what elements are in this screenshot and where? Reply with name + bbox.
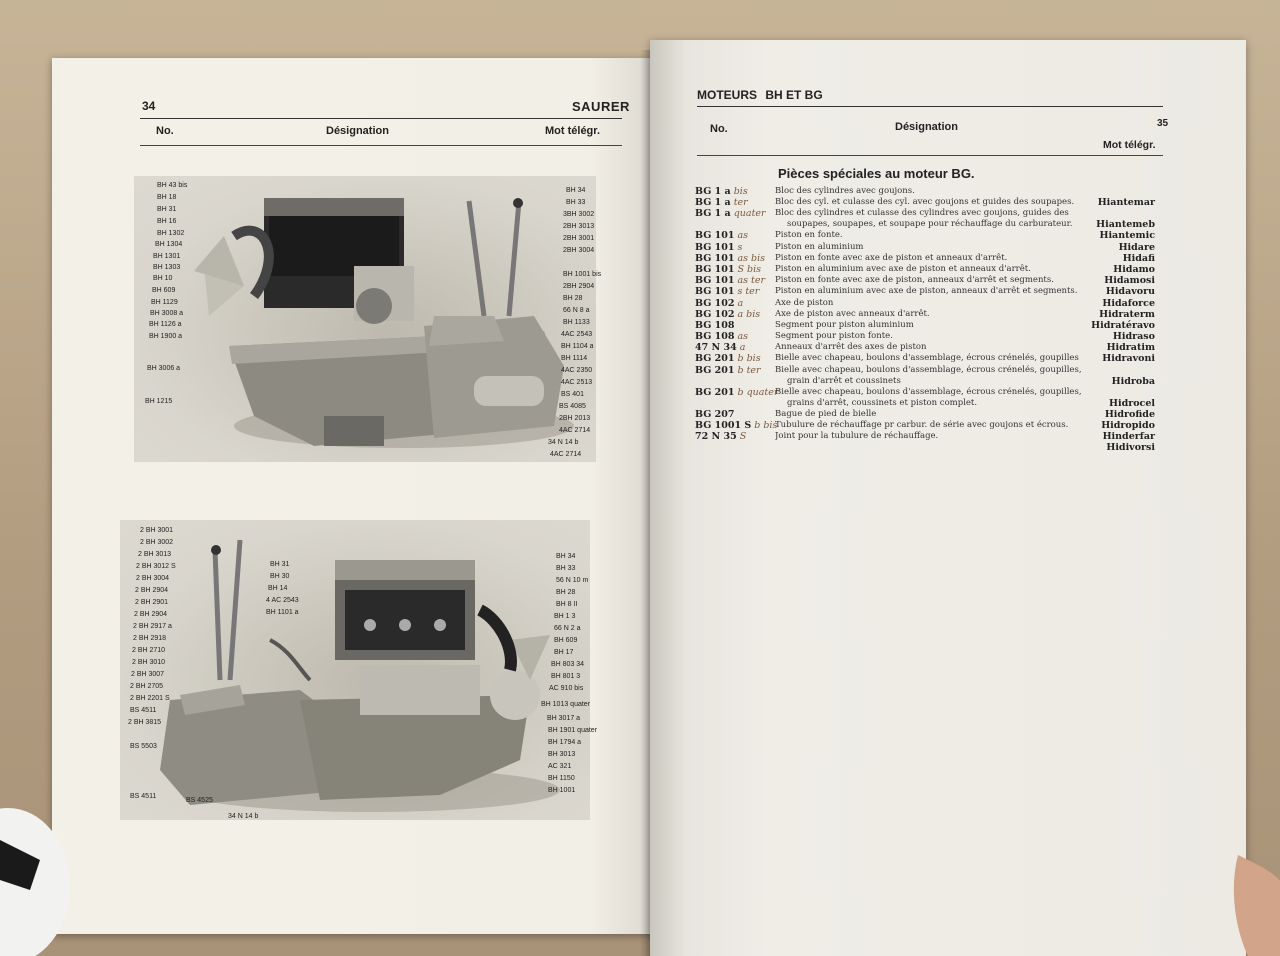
part-designation-line: soupapes, soupapes, et soupape pour réchauffage du carburateur. — [787, 219, 1073, 230]
part-row — [695, 353, 1155, 364]
callout-label: BH 3013 — [548, 751, 576, 758]
callout-label: AC 910 bis — [549, 685, 584, 692]
right-page-number: 35 — [1157, 118, 1169, 129]
callout-label: BH 1900 a — [149, 333, 183, 340]
part-number — [695, 298, 743, 309]
part-number-suffix: b bis — [754, 419, 778, 431]
right-header-rule — [697, 106, 1163, 107]
callout-label: BH 34 — [566, 187, 586, 194]
callout-label: BH 16 — [157, 218, 177, 225]
hand-thumb — [1228, 855, 1280, 956]
part-designation — [775, 320, 1105, 331]
part-number-main: 47 N 34 — [695, 342, 737, 354]
callout-label: 2 BH 3007 — [131, 671, 165, 678]
callout-label: BH 1215 — [145, 398, 173, 405]
callout-label: BS 4511 — [130, 707, 157, 714]
callout-label: 4AC 2513 — [561, 379, 593, 386]
part-number-suffix: b ter — [737, 364, 761, 376]
callout-label: 3BH 3002 — [563, 211, 595, 218]
part-designation-line: grains d'arrêt, coussinets et piston complet. — [787, 397, 978, 408]
part-number — [695, 353, 761, 364]
part-telegraph-word: Hidropido — [1101, 419, 1155, 431]
part-number-main: BG 108 — [695, 319, 735, 331]
part-designation — [775, 342, 1105, 353]
callout-label: 2 BH 2904 — [134, 611, 168, 618]
callout-label: BH 1114 — [561, 355, 588, 362]
part-designation-line: Bielle avec chapeau, boulons d'assemblage, écrous crénelés, goupilles, — [775, 364, 1082, 375]
part-number-main: BG 1 a — [695, 197, 731, 209]
callout-label: BH 1302 — [157, 230, 185, 237]
part-number — [695, 186, 748, 197]
part-number-main: BG 102 — [695, 297, 735, 309]
part-designation — [775, 409, 1105, 420]
callout-label: BH 3017 a — [547, 715, 581, 722]
part-designation — [775, 298, 1105, 309]
part-number — [695, 320, 737, 331]
callout-label: AC 321 — [548, 763, 572, 770]
part-number-main: BG 201 — [695, 364, 735, 376]
right-col-designation: Désignation — [895, 121, 958, 133]
callout-label: 2 BH 2904 — [135, 587, 169, 594]
part-designation — [775, 275, 1105, 286]
part-number-suffix: s ter — [737, 286, 760, 298]
section-title: Pièces spéciales au moteur BG. — [778, 166, 975, 181]
callout-label: BS 4525 — [186, 797, 213, 804]
right-col-rule — [697, 155, 1163, 156]
callout-label: 2 BH 2901 — [135, 599, 169, 606]
callout-label: BH 1901 quater — [548, 727, 598, 734]
part-designation-line: Bloc des cylindres et culasse des cylindres avec goujons, guides des — [775, 208, 1069, 219]
part-number-main: BG 101 — [695, 286, 735, 298]
callout-label: 2 BH 3001 — [140, 527, 174, 534]
part-number — [695, 242, 742, 253]
part-designation — [775, 197, 1105, 208]
callout-label: 66 N 8 a — [563, 307, 590, 314]
part-row — [695, 309, 1155, 320]
engine-illustration-top — [134, 176, 596, 462]
part-row — [695, 186, 1155, 197]
part-number-suffix: as ter — [737, 275, 766, 287]
part-designation-line: Axe de piston — [775, 297, 834, 308]
part-number-suffix: b quater — [737, 386, 779, 398]
right-col-no: No. — [710, 123, 728, 135]
part-designation — [775, 309, 1105, 320]
part-telegraph-word: Hidroba — [1111, 375, 1155, 387]
callout-label: BH 10 — [153, 275, 173, 282]
callout-label: BS 4085 — [559, 403, 586, 410]
part-telegraph-word: Hidraso — [1112, 331, 1155, 343]
callout-label: 4AC 2350 — [561, 367, 593, 374]
callout-label: BH 3006 a — [147, 365, 181, 372]
callout-label: 2BH 2013 — [559, 415, 591, 422]
part-telegraph-word: Hidare — [1118, 241, 1155, 253]
part-row — [695, 331, 1155, 342]
callout-label: 2 BH 2201 S — [130, 695, 170, 702]
part-number — [695, 197, 748, 208]
part-designation-line: Anneaux d'arrêt des axes de piston — [775, 342, 927, 353]
part-number — [695, 431, 746, 442]
callout-label: BH 801 3 — [551, 673, 581, 680]
part-telegraph-word: Hidamosi — [1104, 275, 1155, 287]
callout-label: BH 43 bis — [157, 182, 188, 189]
part-number — [695, 208, 766, 219]
part-number-suffix: ter — [733, 197, 748, 209]
part-row — [695, 387, 1155, 409]
part-designation — [775, 431, 1105, 442]
callout-label: BH 1101 a — [266, 609, 299, 616]
part-telegraph-word: Hiantemic — [1099, 230, 1155, 242]
part-designation — [775, 286, 1105, 297]
callout-label: BS 5503 — [130, 743, 157, 750]
callout-label: BS 4511 — [130, 793, 157, 800]
header-moteurs: MOTEURS — [697, 88, 757, 102]
left-page-number: 34 — [142, 99, 156, 113]
part-number — [695, 409, 737, 420]
part-telegraph-word: Hidamo — [1113, 263, 1155, 275]
part-designation-line: Piston en fonte. — [775, 230, 843, 241]
callout-label: 4AC 2543 — [561, 331, 593, 338]
part-telegraph-word: Hinderfar — [1102, 431, 1155, 442]
callout-label: 56 N 10 m — [556, 577, 589, 584]
part-designation — [775, 186, 1105, 197]
callout-label: BH 1001 — [548, 787, 576, 794]
part-row — [695, 409, 1155, 420]
part-number-suffix: b bis — [737, 353, 761, 365]
part-row — [695, 320, 1155, 331]
callout-label: BH 609 — [152, 287, 176, 294]
callout-label: 2 BH 3012 S — [136, 563, 176, 570]
callout-label: 2BH 3001 — [563, 235, 595, 242]
part-telegraph-word: Hidafi — [1122, 252, 1155, 264]
part-number-main: BG 101 — [695, 275, 735, 287]
callout-label: BH 33 — [566, 199, 586, 206]
part-number-main: BG 207 — [695, 408, 735, 420]
part-designation-line: Bloc des cylindres avec goujons. — [775, 186, 915, 196]
part-number-suffix: as — [737, 230, 749, 242]
part-number-suffix: a bis — [737, 308, 761, 320]
part-designation-line: Piston en fonte avec axe de piston, anneaux d'arrêt et segments. — [775, 275, 1054, 286]
part-number-main: 72 N 35 — [695, 431, 737, 442]
engine-photo-bottom — [120, 520, 590, 820]
part-number — [695, 275, 765, 286]
engine-illustration-bottom — [120, 520, 590, 820]
part-telegraph-word: Hidrofide — [1104, 408, 1155, 420]
part-number — [695, 286, 759, 297]
engine-photo-top — [134, 176, 596, 462]
part-row — [695, 365, 1155, 387]
part-designation-line: Piston en aluminium avec axe de piston, anneaux d'arrêt et segments. — [775, 286, 1078, 297]
callout-label: BH 1794 a — [548, 739, 582, 746]
part-number — [695, 420, 777, 431]
callout-label: BH 30 — [270, 573, 290, 580]
part-row — [695, 197, 1155, 208]
part-number-main: BG 1 a — [695, 208, 731, 220]
part-number-suffix: a — [739, 342, 746, 354]
part-telegraph-word: Hiantemar — [1097, 197, 1155, 209]
callout-label: 2 BH 3002 — [140, 539, 174, 546]
part-telegraph-word: Hidaforce — [1102, 297, 1155, 309]
left-col-mot: Mot télégr. — [545, 125, 601, 137]
part-designation — [775, 208, 1105, 230]
callout-label: BH 803 34 — [551, 661, 585, 668]
part-designation-line: Bielle avec chapeau, boulons d'assemblage, écrous crénelés, goupilles, — [775, 386, 1082, 397]
part-number-suffix: S bis — [737, 263, 761, 275]
part-row — [695, 264, 1155, 275]
callout-label: 2 BH 3004 — [136, 575, 170, 582]
part-designation-line: Joint pour la tubulure de réchauffage. — [775, 431, 939, 441]
left-col-rule — [140, 145, 622, 146]
part-number — [695, 253, 765, 264]
callout-label: BH 1301 — [153, 253, 181, 260]
callout-label: 34 N 14 b — [548, 439, 579, 446]
right-header-title — [697, 88, 823, 102]
part-designation — [775, 331, 1105, 342]
part-telegraph-word: Hidraterm — [1099, 308, 1155, 320]
left-col-designation: Désignation — [326, 125, 389, 137]
part-designation — [775, 387, 1105, 409]
callout-label: BS 401 — [561, 391, 584, 398]
part-telegraph-word: Hidratim — [1106, 342, 1155, 354]
part-row — [695, 242, 1155, 253]
part-number-main: BG 108 — [695, 331, 735, 343]
part-designation — [775, 365, 1105, 387]
callout-label: BH 609 — [554, 637, 578, 644]
part-number — [695, 230, 748, 241]
part-number-main: BG 101 — [695, 241, 735, 253]
part-designation-line: grain d'arrêt et coussinets — [787, 375, 901, 386]
callout-label: 2BH 2904 — [563, 283, 595, 290]
callout-label: BH 1 3 — [554, 613, 576, 620]
part-row — [695, 253, 1155, 264]
callout-label: 2 BH 2918 — [133, 635, 167, 642]
callout-label: BH 14 — [268, 585, 288, 592]
callout-label: BH 1133 — [563, 319, 590, 326]
part-designation — [775, 353, 1105, 364]
callout-label: 2 BH 3010 — [132, 659, 166, 666]
header-engines: BH ET BG — [765, 88, 823, 102]
part-row — [695, 342, 1155, 353]
part-number-main: BG 1001 S — [695, 419, 752, 431]
part-number — [695, 442, 698, 453]
part-number-suffix: bis — [733, 186, 748, 197]
part-number-main: BG 101 — [695, 230, 735, 242]
part-row — [695, 431, 1155, 442]
callout-label: 2 BH 2710 — [132, 647, 166, 654]
part-number-main: BG 1 a — [695, 186, 731, 197]
callout-label: BH 1013 quater — [541, 701, 591, 708]
part-designation-line: Bielle avec chapeau, boulons d'assemblage, écrous crénelés, goupilles — [775, 353, 1079, 364]
part-number-main: BG 201 — [695, 353, 735, 365]
part-number — [695, 331, 748, 342]
part-row — [695, 286, 1155, 297]
part-designation — [775, 264, 1105, 275]
callout-label: BH 34 — [556, 553, 576, 560]
part-number — [695, 309, 760, 320]
part-designation-line: Bloc des cyl. et culasse des cyl. avec goujons et guides des soupapes. — [775, 197, 1075, 208]
callout-label: 2 BH 3815 — [128, 719, 162, 726]
left-col-no: No. — [156, 125, 174, 137]
part-number — [695, 264, 761, 275]
part-designation-line: Bague de pied de bielle — [775, 408, 877, 419]
part-row — [695, 442, 1155, 453]
part-number-suffix: s — [737, 241, 743, 253]
callout-label: BH 1303 — [153, 264, 181, 271]
part-row — [695, 230, 1155, 241]
part-number-main: BG 102 — [695, 308, 735, 320]
part-designation-line: Tubulure de réchauffage pr carbur. de série avec goujons et écrous. — [775, 419, 1069, 430]
part-designation-line: Piston en fonte avec axe de piston et anneaux d'arrêt. — [775, 252, 1008, 263]
part-designation — [775, 253, 1105, 264]
callout-label: BH 1150 — [548, 775, 575, 782]
callout-label: BH 1129 — [151, 299, 178, 306]
callout-label: 66 N 2 a — [554, 625, 581, 632]
part-row — [695, 208, 1155, 230]
part-number-suffix: quater — [733, 208, 766, 220]
part-telegraph-word: Hiantemeb — [1096, 219, 1155, 231]
callout-label: BH 33 — [556, 565, 576, 572]
callout-label: BH 28 — [563, 295, 583, 302]
part-row — [695, 275, 1155, 286]
callout-label: BH 31 — [270, 561, 290, 568]
callout-label: BH 1304 — [155, 241, 183, 248]
callout-label: 2 BH 3013 — [138, 551, 172, 558]
callout-label: 2BH 3013 — [563, 223, 595, 230]
callout-label: 4 AC 2543 — [266, 597, 299, 604]
part-designation — [775, 242, 1105, 253]
callout-label: 2 BH 2705 — [130, 683, 164, 690]
part-number — [695, 387, 778, 398]
part-designation-line: Segment pour piston fonte. — [775, 331, 893, 342]
callout-label: BH 8 II — [556, 601, 578, 608]
part-number-suffix: as bis — [737, 252, 766, 264]
callout-label: 34 N 14 b — [228, 813, 259, 820]
callout-label: BH 3008 a — [150, 310, 184, 317]
part-number-main: BG 201 — [695, 386, 735, 398]
part-row — [695, 420, 1155, 431]
callout-label: BH 31 — [157, 206, 177, 213]
right-col-mot: Mot télégr. — [1103, 139, 1156, 151]
callout-label: BH 1104 a — [561, 343, 594, 350]
left-brand: SAURER — [572, 99, 630, 114]
part-telegraph-word: Hidavoru — [1105, 286, 1155, 298]
callout-label: 2BH 3004 — [563, 247, 595, 254]
part-number-suffix: S — [739, 431, 747, 442]
part-designation-line: Axe de piston avec anneaux d'arrêt. — [775, 308, 930, 319]
part-telegraph-word: Hidrocel — [1108, 397, 1155, 409]
part-telegraph-word: Hidratéravo — [1091, 319, 1155, 331]
part-number-suffix: a — [737, 297, 744, 309]
part-telegraph-word: Hidravoni — [1102, 353, 1155, 365]
part-number — [695, 365, 761, 376]
part-designation-line: Segment pour piston aluminium — [775, 319, 914, 330]
parts-list — [695, 186, 1155, 453]
left-header-rule — [140, 118, 622, 119]
white-object-corner — [0, 800, 70, 956]
callout-label: 2 BH 2917 a — [133, 623, 172, 630]
callout-label: BH 1126 a — [149, 321, 182, 328]
part-designation — [775, 230, 1105, 241]
part-designation — [775, 420, 1105, 431]
callout-label: BH 17 — [554, 649, 574, 656]
part-number-main: BG 101 — [695, 263, 735, 275]
part-number-suffix: as — [737, 331, 749, 343]
callout-label: BH 18 — [157, 194, 177, 201]
callout-label: BH 28 — [556, 589, 576, 596]
callout-label: 4AC 2714 — [559, 427, 591, 434]
part-telegraph-word: Hidivorsi — [1106, 442, 1155, 454]
part-designation-line: Piston en aluminium avec axe de piston et anneaux d'arrêt. — [775, 263, 1031, 274]
part-designation-line: Piston en aluminium — [775, 241, 864, 252]
part-number-main: BG 101 — [695, 252, 735, 264]
part-number — [695, 342, 745, 353]
callout-label: 4AC 2714 — [550, 451, 582, 458]
callout-label: BH 1001 bis — [563, 271, 602, 278]
part-row — [695, 298, 1155, 309]
